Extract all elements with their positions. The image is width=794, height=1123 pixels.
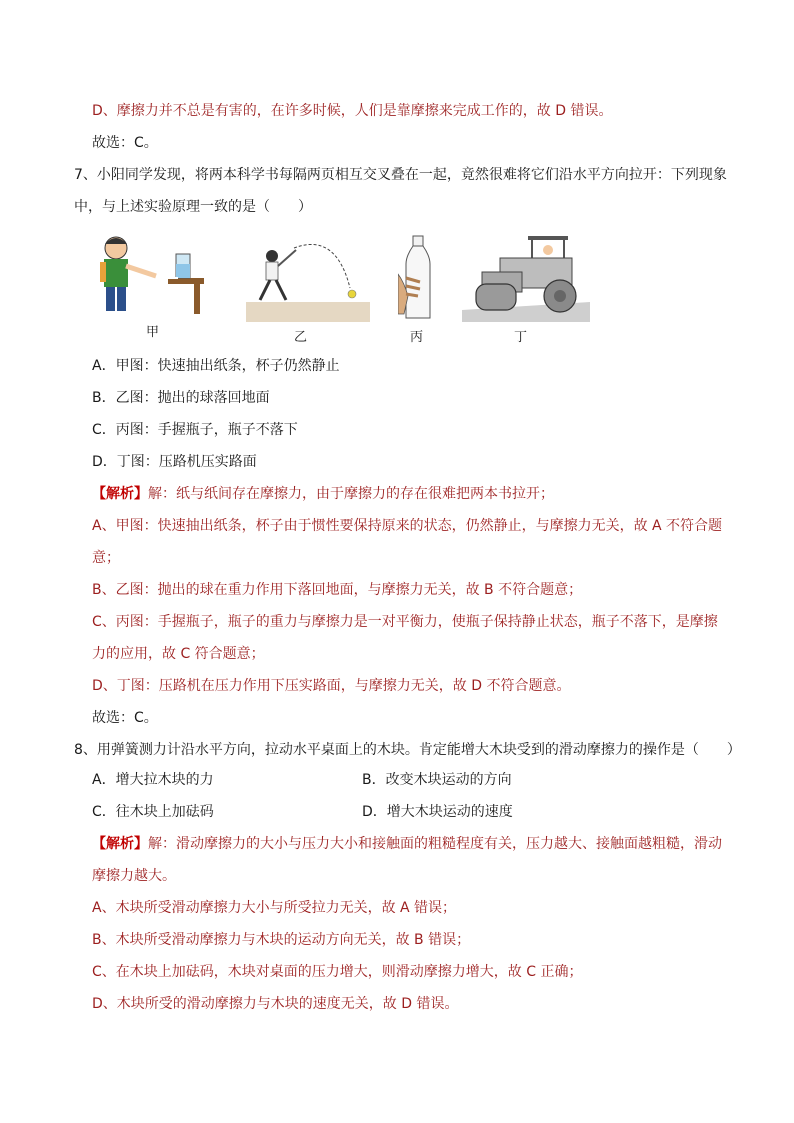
q7-analysis-intro <box>92 484 554 504</box>
q8-option-b: B．改变木块运动的方向 <box>362 772 512 788</box>
figure-caption-bing: 丙 <box>410 330 424 345</box>
q7-analysis-a-line2: 意； <box>92 550 120 566</box>
q6-analysis-d: D、摩擦力并不总是有害的，在许多时候，人们是靠摩擦来完成工作的，故 D 错误。 <box>92 103 613 119</box>
figure-caption-jia: 甲 <box>146 325 160 340</box>
q7-answer: 故选：C。 <box>92 710 158 726</box>
q7-analysis-c-line2: 力的应用，故 C 符合题意； <box>92 646 265 662</box>
figure-yi-illustration <box>246 236 370 322</box>
q7-analysis-intro-text: 解：纸与纸间存在摩擦力，由于摩擦力的存在很难把两本书拉开； <box>148 486 554 502</box>
q7-analysis-c-line1: C、丙图：手握瓶子，瓶子的重力与摩擦力是一对平衡力，使瓶子保持静止状态，瓶子不落下，是摩擦 <box>92 614 718 630</box>
q7-stem-line1: 7、小阳同学发现，将两本科学书每隔两页相互交叉叠在一起，竟然很难将它们沿水平方向拉开：下列现象 <box>74 167 727 183</box>
q8-analysis-intro-text: 解：滑动摩擦力的大小与压力大小和接触面的粗糙程度有关，压力越大、接触面越粗糙，滑动 <box>148 836 722 852</box>
q7-option-b: B．乙图：抛出的球落回地面 <box>92 390 270 406</box>
q8-option-c: C．往木块上加砝码 <box>92 804 214 820</box>
figure-caption-ding: 丁 <box>514 330 528 345</box>
q7-option-a: A．甲图：快速抽出纸条，杯子仍然静止 <box>92 358 340 374</box>
q8-stem: 8、用弹簧测力计沿水平方向，拉动水平桌面上的木块。肯定能增大木块受到的滑动摩擦力的操作是（ ） <box>74 742 741 758</box>
q7-analysis-a-line1: A、甲图：快速抽出纸条，杯子由于惯性要保持原来的状态，仍然静止，与摩擦力无关，故 A 不符合题 <box>92 518 723 534</box>
figure-caption-yi: 乙 <box>294 330 308 345</box>
q7-analysis-b: B、乙图：抛出的球在重力作用下落回地面，与摩擦力无关，故 B 不符合题意； <box>92 582 583 598</box>
q7-analysis-tag: 【解析】 <box>92 486 148 502</box>
q8-option-d: D．增大木块运动的速度 <box>362 804 513 820</box>
q8-option-a: A．增大拉木块的力 <box>92 772 214 788</box>
q8-analysis-intro-line2: 摩擦力越大。 <box>92 868 176 884</box>
q7-option-d: D．丁图：压路机压实路面 <box>92 454 257 470</box>
q7-stem-line2: 中，与上述实验原理一致的是（ ） <box>74 199 312 215</box>
figure-bing-illustration <box>398 234 438 322</box>
q8-analysis-d: D、木块所受的滑动摩擦力与木块的速度无关，故 D 错误。 <box>92 996 459 1012</box>
figure-jia-illustration <box>96 232 206 320</box>
q7-analysis-d: D、丁图：压路机在压力作用下压实路面，与摩擦力无关，故 D 不符合题意。 <box>92 678 571 694</box>
q8-analysis-c: C、在木块上加砝码，木块对桌面的压力增大，则滑动摩擦力增大，故 C 正确； <box>92 964 583 980</box>
q8-analysis-a: A、木块所受滑动摩擦力大小与所受拉力无关，故 A 错误； <box>92 900 457 916</box>
q6-answer: 故选：C。 <box>92 135 158 151</box>
q8-analysis-intro-line1 <box>92 834 722 854</box>
figure-ding-illustration <box>462 230 590 322</box>
q7-option-c: C．丙图：手握瓶子，瓶子不落下 <box>92 422 298 438</box>
q8-analysis-tag: 【解析】 <box>92 836 148 852</box>
q8-analysis-b: B、木块所受滑动摩擦力与木块的运动方向无关，故 B 错误； <box>92 932 471 948</box>
